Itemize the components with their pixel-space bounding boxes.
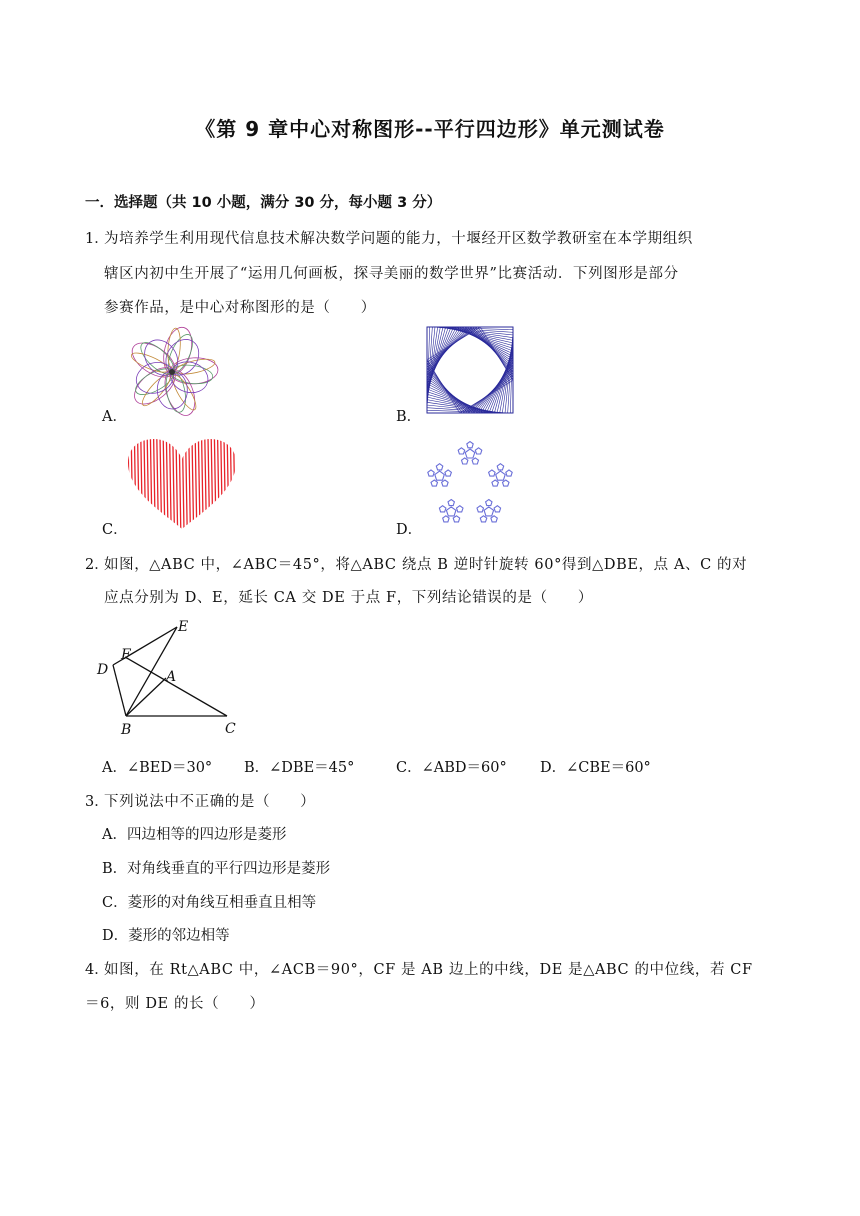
square-spiral-figure (426, 326, 514, 414)
question-1-number: 1． (85, 231, 109, 247)
question-2-line-2: 应点分别为 D、E，延长 CA 交 DE 于点 F，下列结论错误的是（ ） (104, 590, 593, 606)
triangle-rotation-figure (92, 617, 252, 741)
question-1-option-d: D． (396, 522, 423, 538)
figure-label-e: E (178, 619, 189, 635)
question-3-stem: 下列说法中不正确的是（ ） (104, 794, 316, 810)
figure-label-b: B (121, 722, 132, 738)
question-1-option-b: B． (396, 409, 422, 425)
question-4-line-1: 如图，在 Rt△ABC 中，∠ACB＝90°，CF 是 AB 边上的中线，DE 是△ABC 的中位线，若 CF (104, 962, 753, 978)
question-3-option-c: C．菱形的对角线互相垂直且相等 (102, 895, 317, 911)
question-1-line-3: 参赛作品，是中心对称图形的是（ ） (104, 300, 376, 316)
figure-label-c: C (225, 721, 236, 737)
question-2-option-a: A．∠BED＝30° (102, 760, 213, 776)
question-4-line-2: ＝6，则 DE 的长（ ） (85, 996, 265, 1012)
question-2-number: 2． (85, 557, 109, 573)
question-3-option-b: B．对角线垂直的平行四边形是菱形 (102, 861, 331, 877)
question-3-option-a: A．四边相等的四边形是菱形 (102, 827, 287, 843)
question-2-line-1: 如图，△ABC 中，∠ABC＝45°，将△ABC 绕点 B 逆时针旋转 60°得到△DBE，点 A、C 的对 (104, 557, 748, 573)
question-2-option-c: C．∠ABD＝60° (396, 760, 507, 776)
pentagon-fractal-figure (420, 436, 520, 532)
figure-label-a: A (166, 669, 177, 685)
figure-label-f: F (121, 647, 131, 663)
question-1-line-2: 辖区内初中生开展了“运用几何画板，探寻美丽的数学世界”比赛活动．下列图形是部分 (104, 266, 679, 282)
question-4-number: 4． (85, 962, 109, 978)
question-2-option-d: D．∠CBE＝60° (540, 760, 651, 776)
question-3-number: 3． (85, 794, 109, 810)
question-1-line-1: 为培养学生利用现代信息技术解决数学问题的能力，十堰经开区数学教研室在本学期组织 (104, 231, 693, 247)
spirograph-flower-figure (122, 325, 222, 420)
section-heading: 一．选择题（共 10 小题，满分 30 分，每小题 3 分） (85, 195, 442, 211)
question-1-option-c: C． (102, 522, 128, 538)
figure-label-d: D (97, 662, 109, 678)
question-1-option-a: A． (102, 409, 127, 425)
question-3-option-d: D．菱形的邻边相等 (102, 928, 230, 944)
page-title: 《第 9 章中心对称图形--平行四边形》单元测试卷 (195, 117, 665, 141)
heart-figure (126, 437, 238, 531)
question-2-option-b: B．∠DBE＝45° (244, 760, 355, 776)
